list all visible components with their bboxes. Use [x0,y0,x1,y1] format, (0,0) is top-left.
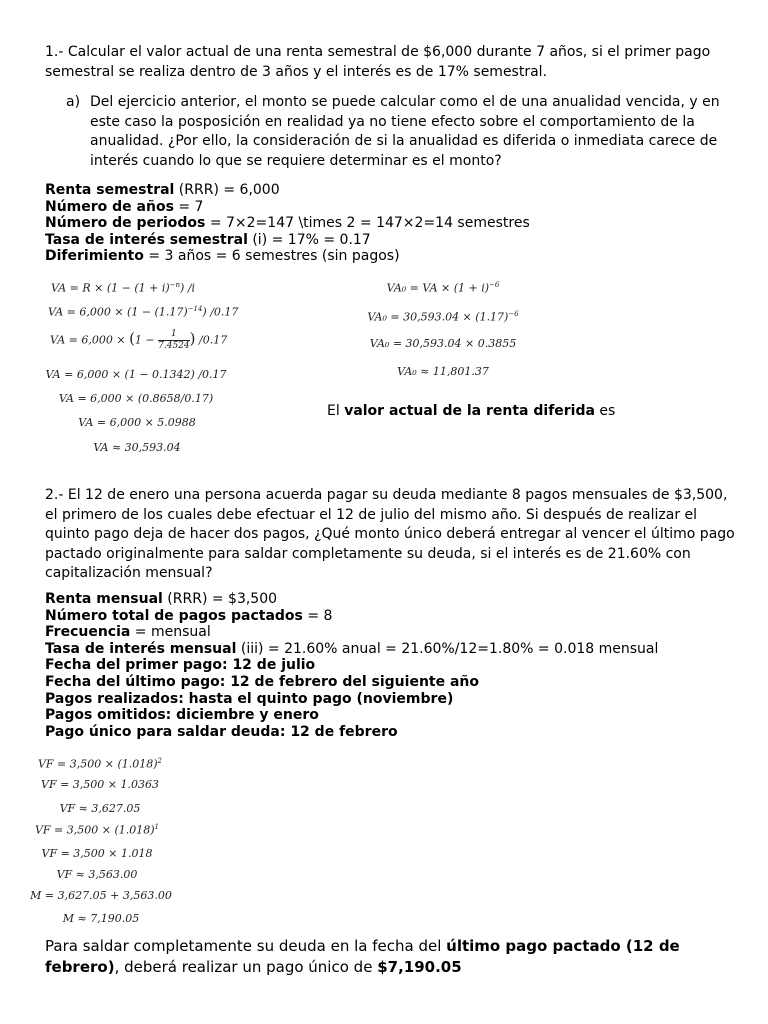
formula-va-general: VA = $R \times (1 - (1 + i)^{-n})$ /i [51,281,196,295]
data-label: Pagos realizados [45,690,179,707]
data-value: (iii) = 21.60% anual = 21.60%/12=1.80% = 0.018 mensual [236,640,659,657]
data-item [45,232,530,249]
problem-2-conclusion: Para saldar completamente su deuda en la fecha del último pago pactado (12 de febrero), deberá realizar un pago único de $7,190.05 [45,937,680,976]
data-label: Tasa de interés mensual [45,640,237,657]
data-value: (RRR) = 6,000 [174,182,280,198]
data-label: Diferimiento [45,248,144,265]
data-item [45,641,658,658]
formula-vf1-general: VF = $3,500 \times (1.018)^2$ [37,757,163,771]
formula-va-step6: VA = 6,000 × 5.0988 [78,416,196,429]
data-item [45,248,530,265]
formula-va-step4: VA = 6,000 × (1 − 0.1342) /0.17 [45,368,227,381]
data-value: : hasta el quinto pago (noviembre) [178,690,454,707]
data-label: Número total de pagos pactados [45,607,303,624]
data-label: Fecha del último pago [45,673,220,690]
data-label: Número de periodos [45,215,206,232]
subquestion-text: Del ejercicio anterior, el monto se puede calcular como el de una anualidad vencida, y en este caso la posposición en realidad ya no tiene efecto sobre el comportamiento de la anualidad. ¿Por ello, la consideración de si la anualidad es diferida o inmediata carece de interés cuando lo que se requiere determinar es el monto? [90,94,720,169]
formula-va-substituted: VA = $6,000 \times (1 - (1.17)^{-14})$ /0.17 [48,305,239,319]
data-value: : 12 de febrero del siguiente año [219,673,480,690]
formula-vf1-result: VF ≈ 3,627.05 [59,802,141,815]
data-label: Pago único para saldar deuda [45,723,280,740]
data-label: Renta semestral [45,182,175,198]
data-label: Pagos omitidos [45,707,166,724]
problem-2-data-list [45,591,658,740]
data-value: = 7×2=147 \times 2 = 147×2=14 semestres [205,215,530,232]
formula-vf2-step2: VF = 3,500 × 1.018 [41,847,153,860]
data-value: = 8 [302,607,333,624]
data-item [45,691,658,708]
data-label: Renta mensual [45,591,163,607]
problem-1-subquestion [66,93,721,171]
problem-1-data-list [45,182,530,265]
data-value: (RRR) = $3,500 [162,591,278,607]
data-value: : diciembre y enero [165,707,319,724]
formula-va0-substituted: $VA_0 = 30,593.04 \times (1.17)^{-6}$ [367,310,519,324]
data-item [45,624,658,641]
data-item [45,199,530,216]
formula-m-sum: M = 3,627.05 + 3,563.00 [30,889,172,902]
data-value: : 12 de febrero [279,723,398,740]
data-value: = 7 [173,198,204,215]
data-item [45,591,658,608]
data-item [45,707,658,724]
formula-vf1-step2: VF = 3,500 × 1.0363 [41,778,159,791]
formula-vf2-general: VF = $3,500 \times (1.018)^1$ [34,823,160,837]
data-item [45,724,658,741]
data-label: Frecuencia [45,624,131,641]
data-value: : 12 de julio [221,657,316,674]
data-item [45,657,658,674]
formula-va-result: VA ≈ 30,593.04 [93,441,181,454]
data-label: Tasa de interés semestral [45,231,248,248]
formula-vf2-result: VF ≈ 3,563.00 [56,868,138,881]
data-item [45,215,530,232]
data-item [45,608,658,625]
subquestion-label: a) [66,94,81,110]
data-value: = 3 años = 6 semestres (sin pagos) [143,248,400,265]
problem-1-conclusion: El valor actual de la renta diferida es [327,403,616,419]
data-label: Fecha del primer pago [45,657,222,674]
formula-va-fraction: VA = 6,000 × (1 − $\frac{1}{7.4524}$ ) /0.17 [50,329,228,351]
formula-va0-step3: VA₀ = 30,593.04 × 0.3855 [369,337,517,350]
problem-2-statement: 2.- El 12 de enero una persona acuerda pagar su deuda mediante 8 pagos mensuales de $3,500, el primero de los cuales debe efectuar el 12 de julio del mismo año. Si después de realizar el quinto pago deja de hacer dos pagos, ¿Qué monto único deberá entregar al vencer el último pago pactado originalmente para saldar completamente su deuda, si el interés es de 21.60% con capitalización mensual? [45,487,735,581]
formula-va0-general: VA₀ = VA × $(1 + i)^{-6}$ [386,281,500,295]
data-label: Número de años [45,198,174,215]
data-value: (i) = 17% = 0.17 [247,231,371,248]
problem-1-statement: 1.- Calcular el valor actual de una renta semestral de $6,000 durante 7 años, si el primer pago semestral se realiza dentro de 3 años y el interés es de 17% semestral. [45,44,711,80]
formula-va-step5: VA = 6,000 × (0.8658/0.17) [58,392,214,405]
data-item [45,674,658,691]
formula-m-result: M ≈ 7,190.05 [62,912,140,925]
formula-va0-result: VA₀ ≈ 11,801.37 [397,365,489,378]
data-value: = mensual [130,624,211,641]
data-item [45,182,530,199]
